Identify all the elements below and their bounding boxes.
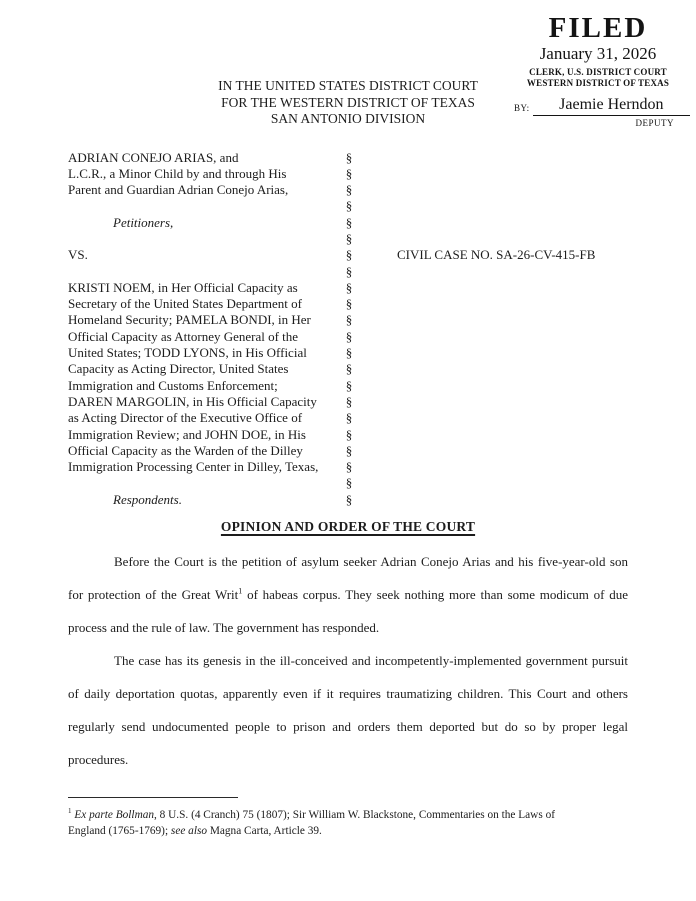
caption-text: as Acting Director of the Executive Office of	[68, 410, 303, 426]
by-label: BY:	[514, 103, 530, 113]
caption-text: Parent and Guardian Adrian Conejo Arias,	[68, 182, 289, 198]
caption-row	[68, 459, 628, 475]
caption-text: Immigration Review; and JOHN DOE, in His	[68, 426, 306, 442]
section-symbol: §	[345, 328, 353, 344]
caption-row	[68, 394, 628, 410]
section-symbol: §	[345, 459, 353, 475]
caption-text: ADRIAN CONEJO ARIAS, and	[68, 149, 239, 165]
section-symbol: §	[345, 214, 353, 230]
section-symbol: §	[345, 393, 353, 409]
clerk-line-2: WESTERN DISTRICT OF TEXAS	[526, 78, 670, 88]
section-symbol: §	[345, 279, 353, 295]
section-symbol: §	[345, 263, 353, 279]
caption-row	[68, 410, 628, 426]
deputy-title: DEPUTY	[635, 118, 674, 128]
body-text-line: Before the Court is the petition of asylum seeker Adrian Conejo Arias and his five-year-old son	[114, 554, 628, 570]
header-line-1: IN THE UNITED STATES DISTRICT COURT	[218, 78, 478, 93]
section-symbol: §	[345, 198, 353, 214]
caption-text: Official Capacity as the Warden of the Dilley	[68, 442, 303, 458]
footnote	[68, 807, 628, 839]
caption-row	[68, 345, 628, 361]
caption-row	[68, 329, 628, 345]
section-symbol: §	[345, 361, 353, 377]
caption-row	[68, 378, 628, 394]
section-symbol: §	[345, 247, 353, 263]
opinion-heading: OPINION AND ORDER OF THE COURT	[220, 519, 476, 535]
caption-text: Petitioners,	[113, 214, 174, 230]
footnote-separator	[68, 797, 238, 798]
header-line-2: FOR THE WESTERN DISTRICT OF TEXAS	[221, 94, 475, 110]
caption-text: Capacity as Acting Director, United States	[68, 361, 289, 377]
caption-text: Homeland Security; PAMELA BONDI, in Her	[68, 312, 311, 328]
deputy-name: Jaemie Herndon	[559, 96, 664, 113]
caption-row	[68, 280, 628, 296]
filed-stamp	[506, 13, 690, 128]
caption-row	[68, 361, 628, 377]
caption-row	[68, 231, 628, 247]
body-text-line: The case has its genesis in the ill-conceived and incompetently-implemented government pursuit	[114, 653, 628, 669]
body-text-line: regularly send undocumented people to prison and orders them deported but do so by proper legal	[68, 719, 628, 735]
section-symbol: §	[345, 345, 353, 361]
caption-row	[68, 166, 628, 182]
header-line-3: SAN ANTONIO DIVISION	[270, 111, 426, 126]
clerk-line-1: CLERK, U.S. DISTRICT COURT	[529, 67, 667, 77]
case-number: CIVIL CASE NO. SA-26-CV-415-FB	[397, 247, 596, 263]
signature-line	[533, 96, 690, 116]
section-symbol: §	[345, 165, 353, 181]
section-symbol: §	[345, 410, 353, 426]
caption-row	[68, 312, 628, 328]
section-symbol: §	[345, 475, 353, 491]
section-symbol: §	[345, 442, 353, 458]
caption-text: KRISTI NOEM, in Her Official Capacity as	[68, 279, 298, 295]
caption-text: DAREN MARGOLIN, in His Official Capacity	[68, 393, 317, 409]
caption-row	[68, 427, 628, 443]
caption-row	[68, 443, 628, 459]
footnote-text-line: England (1765-1769); see also Magna Carta, Article 39.	[68, 825, 322, 838]
section-symbol: §	[345, 149, 353, 165]
section-symbol: §	[345, 426, 353, 442]
caption-text: VS.	[68, 247, 88, 263]
section-symbol: §	[345, 312, 353, 328]
caption-row	[68, 296, 628, 312]
section-symbol: §	[345, 377, 353, 393]
caption-text: L.C.R., a Minor Child by and through His	[68, 165, 287, 181]
filed-label: FILED	[548, 12, 648, 44]
case-caption	[68, 150, 628, 509]
body-text-line: for protection of the Great Writ$^1$ of habeas corpus. They seek nothing more than some modicum of due	[68, 586, 628, 603]
signature-row	[506, 96, 690, 116]
caption-text: Immigration Processing Center in Dilley, Texas,	[68, 459, 319, 475]
caption-row	[68, 264, 628, 280]
section-symbol: §	[345, 182, 353, 198]
caption-text: Respondents.	[113, 491, 182, 507]
caption-row	[68, 150, 628, 166]
footnote-text-line: $^1$ Ex parte Bollman, 8 U.S. (4 Cranch) 75 (1807); Sir William W. Blackstone, Commentaries on the Laws of	[68, 807, 555, 822]
section-symbol: §	[345, 296, 353, 312]
body-paragraph-2	[68, 644, 628, 776]
caption-text: Secretary of the United States Department of	[68, 296, 302, 312]
body-text-line: of daily deportation quotas, apparently even if it requires traumatizing children. This Court and others	[68, 686, 628, 702]
caption-text: United States; TODD LYONS, in His Official	[68, 345, 307, 361]
body-paragraph-1	[68, 545, 628, 644]
section-symbol: §	[345, 230, 353, 246]
filed-date: January 31, 2026	[539, 44, 657, 63]
caption-text: Official Capacity as Attorney General of the	[68, 328, 299, 344]
caption-row	[68, 475, 628, 491]
body-text-line: process and the rule of law. The government has responded.	[68, 620, 380, 636]
caption-row	[68, 198, 628, 214]
caption-row	[68, 182, 628, 198]
body-text-line: procedures.	[68, 752, 129, 768]
section-symbol: §	[345, 491, 353, 507]
caption-text: Immigration and Customs Enforcement;	[68, 377, 278, 393]
caption-row	[68, 492, 628, 508]
caption-row	[68, 247, 628, 263]
caption-row	[68, 215, 628, 231]
